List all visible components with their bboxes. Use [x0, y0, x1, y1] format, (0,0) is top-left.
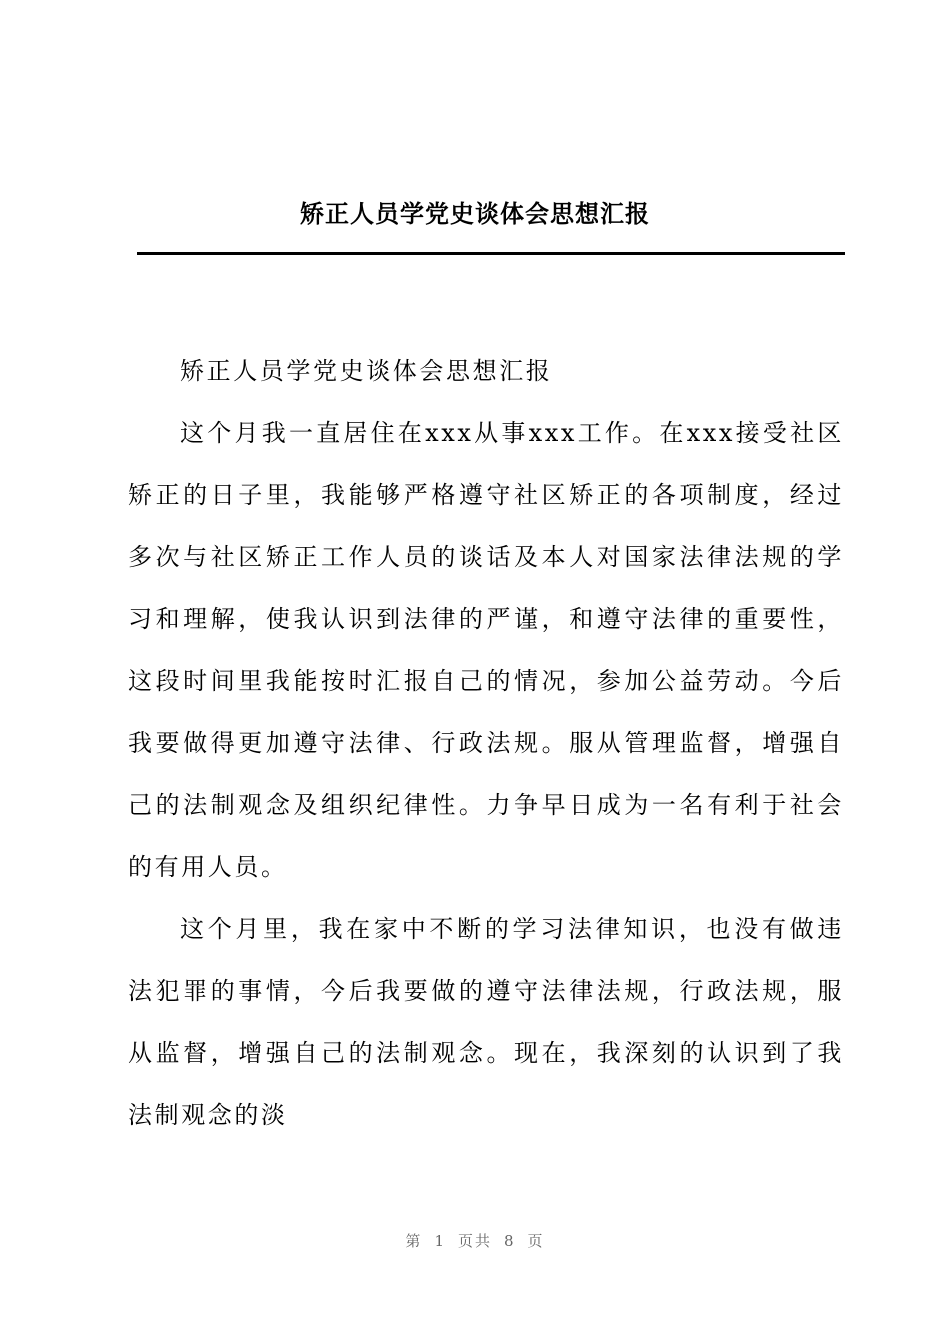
document-body	[128, 340, 844, 1146]
total-pages-number: 8	[504, 1232, 516, 1250]
footer-suffix: 页	[527, 1232, 545, 1250]
paragraph: 这个月里，我在家中不断的学习法律知识，也没有做违法犯罪的事情，今后我要做的遵守法律法规，行政法规，服从监督，增强自己的法制观念。现在，我深刻的认识到了我法制观念的淡	[128, 915, 844, 1129]
current-page-number: 1	[434, 1232, 446, 1250]
footer-mid: 页共	[457, 1232, 492, 1250]
paragraph-heading: 矫正人员学党史谈体会思想汇报	[180, 357, 553, 385]
title-divider	[137, 252, 845, 255]
footer-prefix: 第	[405, 1232, 423, 1250]
page-footer	[0, 1230, 950, 1251]
paragraph: 这个月我一直居住在xxx从事xxx工作。在xxx接受社区矫正的日子里，我能够严格遵守社区矫正的各项制度，经过多次与社区矫正工作人员的谈话及本人对国家法律法规的学习和理解，使我认识到法律的严谨，和遵守法律的重要性，这段时间里我能按时汇报自己的情况，参加公益劳动。今后我要做得更加遵守法律、行政法规。服从管理监督，增强自己的法制观念及组织纪律性。力争早日成为一名有利于社会的有用人员。	[128, 419, 844, 881]
page-title: 矫正人员学党史谈体会思想汇报	[300, 199, 650, 228]
